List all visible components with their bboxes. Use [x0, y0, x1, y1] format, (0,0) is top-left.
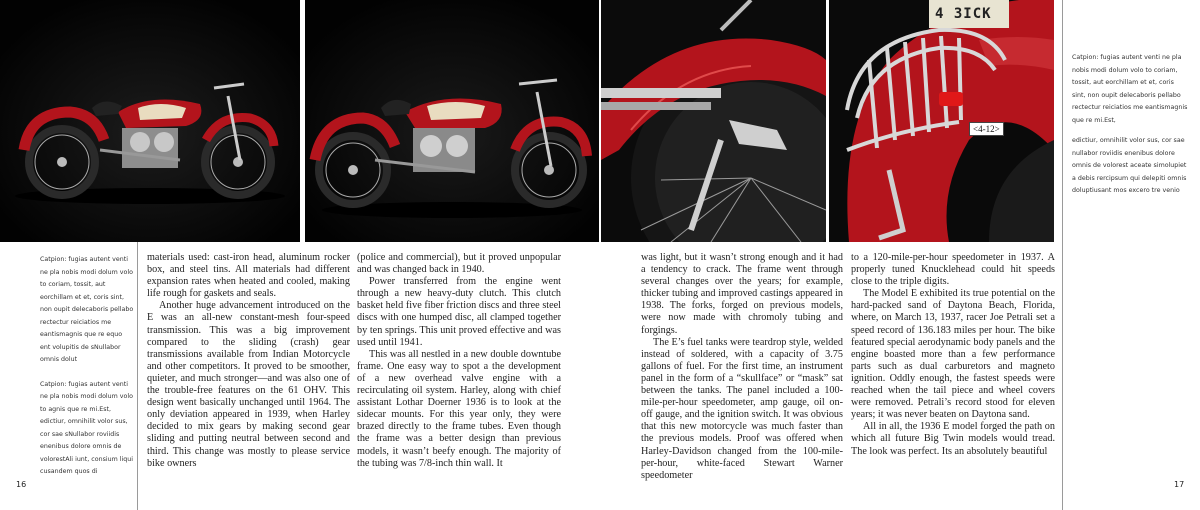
page-number-right: 17 [1174, 480, 1185, 489]
fender-detail-illustration [601, 0, 826, 242]
caption-left-column [40, 254, 134, 487]
caption-paragraph: Catpion: fugias autent venti ne pla nobis modi dolum volo to coriam, tossit, aut eorchillam et et, coris sint, non oupit delecaboris pellabo rectectur reiciatios me eantismagnis que re equo ent volupitis de sNullabor omnis dolut [40, 256, 134, 363]
license-plate-text: 4 3ICK [935, 6, 992, 22]
body-column-3 [641, 252, 843, 482]
column-rule-left [137, 242, 138, 510]
caption-paragraph: Catpion: fugias autent venti ne pla nobis modi dolum volo to coriam, tossit, aut eorchillam et et, coris sint, non oupit delecaboris pellabo rectectur reiciatios me eantismagnis que re mi.Est, [1072, 54, 1188, 124]
body-paragraph: Power transferred from the engine went through a new heavy-duty clutch. This clutch basket held five fiber friction discs and three steel discs with one humped disc, all clamped together by ten springs. This unit proved effective and was used until 1941. [357, 276, 561, 348]
body-paragraph: Another huge advancement introduced on the E was an all-new constant-mesh four-speed transmission. This was a big improvement compared to the sliding (crash) gear transmissions available from Indian Motorcycle and other competitors. It proved to be smoother, quieter, and much stronger—and was also one of the trouble-free features on the 61 OHV. This design went basically unchanged until 1964. The only deviation appeared in 1939, when Harley decided to mix gears by making second gear sliding and putting neutral between second and third. This change was mostly to please service bike owners [147, 300, 350, 469]
body-column-4 [851, 252, 1055, 458]
luggage-rack-illustration [829, 0, 1054, 242]
motorcycle-right-illustration [305, 0, 599, 242]
body-paragraph: The Model E exhibited its true potential on the hard-packed sand of Daytona Beach, Florida, where, on March 13, 1937, racer Joe Petrali set a speed record of 136.183 miles per hour. The bike featured special aerodynamic body panels and the engine boasted more than a few performance parts such as dual carburetors and magneto ignition. Oddly enough, the fastest speeds were reached when the tail piece and wheel covers were removed. Petrali’s record stood for eleven years; it was never beaten on Daytona sand. [851, 288, 1055, 421]
body-column-2 [357, 252, 561, 470]
body-paragraph: was light, but it wasn’t strong enough and it had a tendency to crack. The frame went through several changes over the years; for example, thicker tubing and improved castings appeared in 1938. The forks, forged on previous models, were now made with chromoly tubing and forgings. [641, 252, 843, 336]
motorcycle-left-illustration [0, 0, 300, 242]
photo-callout-tag: <4-12> [969, 122, 1004, 136]
body-paragraph: All in all, the 1936 E model forged the path on which all future Big Twin models would tread. The look was perfect. Its an absolutely beautiful [851, 421, 1055, 457]
column-rule-right [1062, 0, 1063, 510]
page-number-left: 16 [16, 480, 27, 489]
caption-paragraph: Catpion: fugias autent venti ne pla nobis modi dolum volo to agnis que re mi.Est, edictiur, omnihilit volor sus, cor sae sNullabor roviidis enenibus dolore omnis de volorestAli iunt, consium liqui cusandem quos di [40, 380, 133, 475]
caption-top-right [1072, 52, 1188, 206]
body-column-1 [147, 252, 350, 470]
photo-right-bike [305, 0, 599, 242]
body-paragraph: The E’s fuel tanks were teardrop style, welded instead of soldered, with a capacity of 3.75 gallons of fuel. For the first time, an instrument panel in the form of a “skullface” or “mask” sat between the tanks. The panel included a 100-mile-per-hour speedometer, amp gauge, oil on-off gauge, and the ignition switch. It was obvious that this new motorcycle was much faster than the previous models. Proof was offered when Harley-Davidson changed from the 100-mile-per-hour, white-faced Stewart Warner speedometer [641, 336, 843, 481]
caption-paragraph: edictiur, omnihilit volor sus, cor sae nullabor roviidis enenibus dolore omnis de volorest aceate simolupiet a debis rercipsum qui delepiti omnis doluptiusant mos excero tre venio [1072, 137, 1187, 194]
photo-left-bike [0, 0, 300, 242]
photo-detail-fender [601, 0, 826, 242]
body-paragraph: This was all nestled in a new double downtube frame. One easy way to spot a the development of a new overhead valve engine with a recirculating oil system. Harley, along with chief assistant Lothar Doerner 1936 is to look at the sidecar mounts. For this year only, they were brazed directly to the frame tubes. Even though the frame was a better design than previous models, it wasn’t beefy enough. The majority of the tubing was 7/8-inch thin wall. It [357, 348, 561, 469]
body-paragraph: (police and commercial), but it proved unpopular and was changed back in 1940. [357, 252, 561, 276]
body-paragraph: to a 120-mile-per-hour speedometer in 1937. A properly tuned Knucklehead could hit speeds close to the triple digits. [851, 252, 1055, 288]
body-paragraph: materials used: cast-iron head, aluminum rocker box, and steel tins. All materials had different expansion rates when heated and cooled, making life rough for gaskets and seals. [147, 252, 350, 300]
photo-detail-rack [829, 0, 1054, 242]
